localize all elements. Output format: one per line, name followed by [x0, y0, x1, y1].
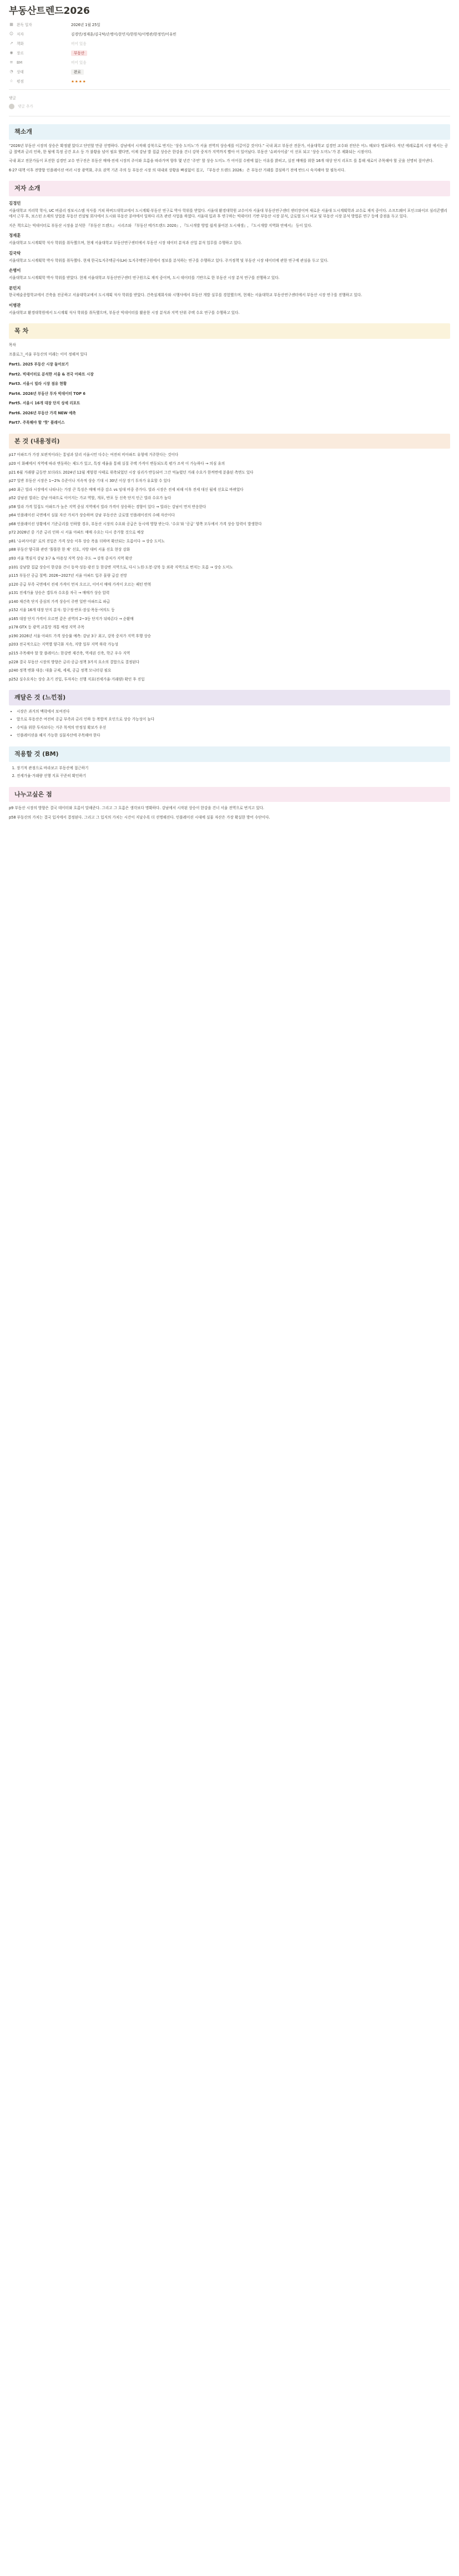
learned-item: • 수익을 위한 투자보다는 거주 목적의 안정성 확보가 우선 [17, 725, 450, 731]
property-row[interactable] [9, 39, 450, 48]
property-value[interactable] [71, 41, 450, 47]
tag-icon: ◉ [9, 50, 13, 55]
comments-heading: 댓글 [9, 96, 16, 101]
author-name: 김국탁 [9, 250, 21, 256]
property-text: 2026년 1월 25일 [71, 22, 100, 27]
add-comment-row[interactable] [9, 104, 450, 110]
note-line: p21 6월 거래량 급등만 보더라도 2024년 12월 계엄령 사태로 위축되었던 시장 심리가 반등되어 그간 억눌렸던 거래 수요가 한꺼번에 분출된 측면도 있다 [9, 470, 254, 475]
apply-item: 2. 전세가율·거래량 선행 지표 꾸준히 확인하기 [17, 773, 450, 779]
note-line: p72 2026년 중 기준 금리 인하 시 서울 아파트 매매 수요는 다시 증가할 것으로 예상 [9, 530, 144, 535]
calendar-icon: ▦ [9, 22, 13, 27]
properties-panel [9, 20, 450, 90]
property-value[interactable] [71, 32, 450, 38]
intro-paragraph: 국내 최고 전문가들이 포진한 김경민 교수 연구진은 부동산 매매·전세 시장의 주이와 흐름을 따라가며 향후 몇 년간 ‘주연’ 할 상승 도미노 가 어어질 수밖에 없는 이유를 밝히고, 실전 매매를 위한 16개 대상 단지 리포트 를 통해 새로이 주목해야 할 곳을 선명히 짚어낸다. [9, 159, 434, 164]
toc-part: Part4. 2026년 부동산 투자 빅데이터 TOP 6 [9, 391, 85, 396]
property-key [9, 69, 71, 75]
property-key-label: 저자 [17, 32, 24, 37]
note-line: p101 강남발 집값 상승이 한강을 건너 동작·성동·광진 등 한강변 지역으로, 다시 노원·도봉·강북 등 외곽 지역으로 번지는 흐름 → 상승 도미노 [9, 565, 233, 570]
toc-prologue: 프롤로그_서울 부동산의 미래는 이미 정해져 있다 [9, 352, 88, 357]
section-heading-authors: 저자 소개 [9, 181, 450, 196]
property-tag: 완료 [71, 69, 84, 75]
author-name: 문민지 [9, 285, 21, 291]
note-line: p115 부동산 공급 절벽: 2026~2027년 서울 아파트 입주 물량 급감 전망 [9, 573, 127, 578]
property-value[interactable] [71, 50, 450, 57]
property-value[interactable] [71, 69, 450, 75]
page-title: 부동산트렌드2026 [9, 6, 90, 17]
learned-item: • 시장은 과거의 맥락에서 보여진다 [17, 709, 450, 715]
author-bio: 지은 책으로는 빅데이터로 부동산 시장을 분석한 『부동산 트렌드』 시리즈와 『부동산 메가트렌드 2020』, 『도시개발 방법 쉽게 풀어본 도시재생』, 『도시개발 지역화 안에서』 등이 있다. [9, 223, 312, 228]
section-heading-share: 나누고싶은 점 [9, 787, 450, 802]
property-row[interactable] [9, 29, 450, 39]
property-key [9, 22, 71, 28]
note-line: p203 전국적으로는 지역별 양극화 지속, 지방 일부 지역 하락 가능성 [9, 642, 118, 647]
note-line: p88 부동산 양극화 관련 ‘똘똘한 한 채’ 선호, 지방 대비 서울 선호 현상 강화 [9, 547, 130, 552]
note-line: p120 공급 부족 국면에서 전세 가격이 먼저 오르고, 이어서 매매 가격이 오르는 패턴 반복 [9, 582, 152, 587]
add-comment-input[interactable]: 댓글 추가 [18, 104, 33, 109]
author-bio: 서울대학교 도시계획학 박사 학위를 받았다. 현재 서울대학교 부동산연구센터 연구원으로 재직 중이며, 도시 데이터를 기반으로 한 부동산 시장 분석 연구를 진행하고 있다. [9, 275, 280, 280]
property-key-label: 책화 [17, 41, 24, 46]
property-value[interactable] [71, 79, 450, 85]
toc-part: Part5. 서울시 16개 대장 단지 상세 리포트 [9, 401, 80, 406]
property-value[interactable] [71, 22, 450, 28]
section-heading-intro: 책소개 [9, 124, 450, 140]
toc-part: Part2. 빅데이터로 분석한 서울 & 전국 아파트 시장 [9, 372, 94, 377]
note-line: p152 서울 16개 대장 단지 분석: 압구정·반포·잠실·목동·여의도 등 [9, 608, 115, 613]
property-key [9, 40, 71, 47]
section-heading-learned: 깨달은 것 (느낀점) [9, 690, 450, 705]
property-row[interactable] [9, 58, 450, 67]
property-row[interactable] [9, 67, 450, 77]
note-line: p93 서울 핵심지 강남 3구 & 마용성 지역 상승 주도 → 강북 중저가 지역 확산 [9, 556, 133, 561]
note-line: p140 재건축 단지 중심의 가격 상승이 주변 일반 아파트로 파급 [9, 599, 110, 604]
note-line: p178 GTX 등 광역 교통망 개통 예정 지역 주목 [9, 625, 85, 630]
list-icon: ≡ [9, 60, 13, 65]
people-icon: ☺ [9, 32, 14, 37]
note-line: p131 전세가율 상승은 갭투자 수요를 자극 → 매매가 상승 압력 [9, 591, 110, 596]
intro-paragraph: “2026년 부동산 시장의 상승은 확정됐 았다고 단언할 만큼 선명하다. 강남에서 시작해 강북으로 번지는 ‘상승 도미노’가 서울 전역의 상승세를 이끌어갈 것이다.” 국내 최고 부동산 전문가, 서울대학교 김경민 교수와 진단은 어느 때보다 명료하다. 작년 에레로홈의 시장 에서는 공급 절벽과 금리 인하, 한 될에 특정 공간 요소 등 가 불황을 넘어 필요 했다면, 이제 강남 발 집값 상승은 한강을 건너 강북 중저가 지역까지 빨아 어 일어났다. 부동산 ‘슈퍼사이클’ 이 선포 되고 ‘상승 도미노’가 본 제화되는 시점이다. [9, 144, 448, 154]
note-line: p165 대장 단지 가격이 오르면 같은 권역의 2~3등 단지가 뒤따른다 → 순환매 [9, 616, 134, 621]
property-key [9, 50, 71, 56]
property-key [9, 59, 71, 65]
toc-part: Part6. 2026년 부동산 가격 NEW 예측 [9, 410, 76, 415]
note-line: p81 ‘슈퍼사이클’ 로의 진입은 가격 상승 이후 상승 폭을 더하며 확산되는 흐름이다 → 상승 도미노 [9, 538, 165, 543]
section-heading-toc: 목 차 [9, 323, 450, 339]
status-icon: ◔ [9, 69, 13, 74]
property-row[interactable] [9, 77, 450, 86]
intro-paragraph: 6·27 대책 이후 전방향 인플레이션 여러 시장 광역화, 주요 권역 기존 주의 등 부동산 시장 의 대내외 상황을 빠짐없이 짚고, 『부동산 트렌드 2026』 은 부동산 거래를 결심하기 전에 반드시 숙지해야 할 필독서다. [9, 167, 346, 172]
star-icon: ☆ [9, 79, 13, 84]
note-line: p240 정책 변화 대응: 대출 규제, 세제, 공급 정책 모니터링 필요 [9, 668, 112, 673]
property-key-label: 상태 [17, 69, 24, 74]
intro-body [9, 143, 450, 173]
note-line: p40 최근 빌라 시장에서 나타나는 가장 큰 특징은 매매 비중 감소 vs 임대 비중 증가다. 빌라 시장은 전세 피해 이후 전세 대신 월세 선호로 바뀌었다 [9, 487, 244, 492]
learned-item: • 앞으로 부동산은 여전히 공급 부족과 금리 인하 등 복합적 요인으로 상승 가능성이 높다 [17, 717, 450, 723]
learned-item: • 인플레이션을 헤지 가능한 실물자산에 주목해야 한다 [17, 733, 450, 739]
note-line: p190 2026년 서울 아파트 가격 상승률 예측: 강남 3구 최고, 강북 중저가 지역 후행 상승 [9, 633, 152, 638]
toc-part: Part1. 2025 부동산 시장 돌아보기 [9, 362, 69, 367]
note-line: p52 강남권 빌라는 강남 아파트로 이어지는 가교 역할, 개포, 반포 등 신축 단지 인근 빌라 수요가 높다 [9, 496, 172, 501]
learned-list [9, 709, 450, 739]
notion-page [0, 0, 459, 820]
note-line: p27 일반 부동산 시장은 1~2% 수준이나 지속적 상승 기대 시 30년 이상 장기 투자가 유효할 수 있다 [9, 479, 171, 484]
section-heading-apply: 적용할 것 (BM) [9, 746, 450, 762]
property-key-label: 장르 [17, 50, 24, 55]
authors-body [9, 200, 450, 316]
author-name: 김경민 [9, 200, 21, 206]
apply-list [9, 765, 450, 779]
author-bio: 서울대학교 지리학 학사, UC 버클리 정보시스템 석사를 거쳐 하버드대학교에서 도시계획·부동산 연구로 박사 학위를 받았다. 서울대 환경대학원 교수이자 서울대 부동산연구센터 센터장이며 새로운 서울대 도시계획학과 교수로 재직 중이다. 소프트웨어 포인크와이브 심리콘밸리에서 근무 후, 보스턴 소재의 상업용 부동산 컨설팅 회사에서 도시와 부동산 분야에서 일하다 리츠 관련 사업을 하였다. 서울대 입과 후 연구하는 빅데이터 기반 부동산 시장 분석, 글로벌 도시 비교 및 부동산 시장 분석 방법론 연구 등에 중점을 두고 있다. [9, 208, 447, 219]
toc-part: Part3. 서울시 빌라 시장 점유 현황 [9, 382, 67, 387]
author-name: 정재훈 [9, 233, 21, 238]
property-row[interactable] [9, 48, 450, 58]
notes-body [9, 452, 450, 682]
property-key [9, 78, 71, 84]
note-line: p64 인플레이션 국면에서 실물 자산 가치가 상승하며 강남 부동산은 글로벌 인플레이션의 수혜 자산이다 [9, 513, 175, 518]
property-key-label: BM [17, 60, 23, 65]
share-paragraph: p9 부동산 시장의 방향은 결국 데이터와 흐름이 말해준다. 그리고 그 흐름은 생각보다 명확하다. 강남에서 시작된 상승이 한강을 건너 서울 전역으로 번지고 있다. [9, 806, 264, 811]
property-empty: 비어 있음 [71, 41, 87, 46]
toc-subheading: 목차 [9, 342, 16, 347]
note-line: p252 실수요자는 상승 초기 진입, 투자자는 선행 지표(전세가율·거래량) 확인 후 진입 [9, 677, 145, 682]
link-icon: ↗ [9, 41, 13, 46]
rating-stars: ★★★★ [71, 79, 87, 84]
author-bio: 서울대학교 도시계획학 석사 학위를 취득했으며, 현재 서울대학교 부동산연구센터에서 부동산 시장 데이터 분석과 산업 분석 업무를 수행하고 있다. [9, 241, 242, 246]
note-line: p58 빌라 가격 밀집도 아파트가 높은 지역 중심 지역에서 빌라 가격이 상승하는 경향이 있다 → 빌라는 강남이 먼저 반응한다 [9, 504, 206, 509]
property-row[interactable] [9, 20, 450, 29]
share-paragraph: p58 부동산의 가치는 결국 입지에서 결정된다. 그리고 그 입지의 가치는 시간이 지날수록 더 선명해진다. 인플레이션 시대에 실물 자산은 가장 확실한 방어 수단이다. [9, 815, 270, 820]
property-key [9, 31, 71, 37]
author-bio: 한국예술종합학교에서 건축을 전공하고 서울대학교에서 도시계획 석사 학위를 받았다. 건축설계회사와 시행사에서 부동산 개발 실무를 경험했으며, 현재는 서울대학교 부동산연구센터에서 부동산 시장 연구를 진행하고 있다. [9, 293, 362, 298]
section-heading-notes: 본 것 (내용정리) [9, 434, 450, 449]
share-body [9, 805, 450, 820]
note-line: p68 인플레이션 상황에서 기준금리를 인하할 경우, 부동산 시장의 수요와 공급은 동시에 영향 받는다. ‘수요’와 ‘공급’ 양쪽 모두에서 가격 상승 압력이 발생한다 [9, 521, 262, 526]
property-key-label: 완독 일자 [17, 22, 32, 27]
avatar [9, 104, 14, 109]
author-name: 손병이 [9, 268, 21, 273]
author-bio: 서울대학교 환경대학원에서 도시계획 석사 학위를 취득했으며, 부동산 빅데이터를 활용한 시장 분석과 지역 단위 주택 수요 연구를 수행하고 있다. [9, 310, 240, 315]
note-line: p228 결국 부동산 시장의 방향은 금리·공급·정책 3가지 요소의 결합으로 결정된다 [9, 659, 140, 664]
property-text: 김경민/정재훈/김국탁/손병이/문민지/한원석/이병관/한정민/이유빈 [71, 32, 176, 37]
note-line: p17 아파트가 가장 보편적이라는 통념과 달리 서울시민 다수는 여전히 비아파트 유형에 거주한다는 것이다 [9, 453, 179, 458]
apply-item: 1. 장기적 관점으로 바라보고 부동산에 접근하기 [17, 765, 450, 771]
author-name: 이병관 [9, 302, 21, 308]
note-line: p215 주목해야 할 핫 플레이스: 한강변 재건축, 역세권 신축, 학군 우수 지역 [9, 651, 130, 656]
property-empty: 비어 있음 [71, 60, 87, 65]
property-tag: 부동산 [71, 50, 87, 57]
property-key-label: 평점 [17, 79, 24, 84]
toc-part: Part7. 주목해야 할 ‘핫’ 플레이스 [9, 420, 65, 425]
toc-body [9, 342, 450, 426]
author-bio: 서울대학교 도시계획학 박사 학위를 취득했다. 현재 한국토지주택공사(LH) 토지주택연구원에서 정보를 분석하는 연구를 수행하고 있다. 주거정책 및 부동산 시장 데이터에 관한 연구에 관심을 두고 있다. [9, 258, 329, 263]
note-line: p20 이 화폐에서 직역에 따라 변동하는 제도가 있고, 특정 세율을 통해 실질 주택 가격이 변동되도록 평가 조작 이 가능하다 → 의심 유의 [9, 461, 225, 466]
property-value[interactable] [71, 60, 450, 66]
